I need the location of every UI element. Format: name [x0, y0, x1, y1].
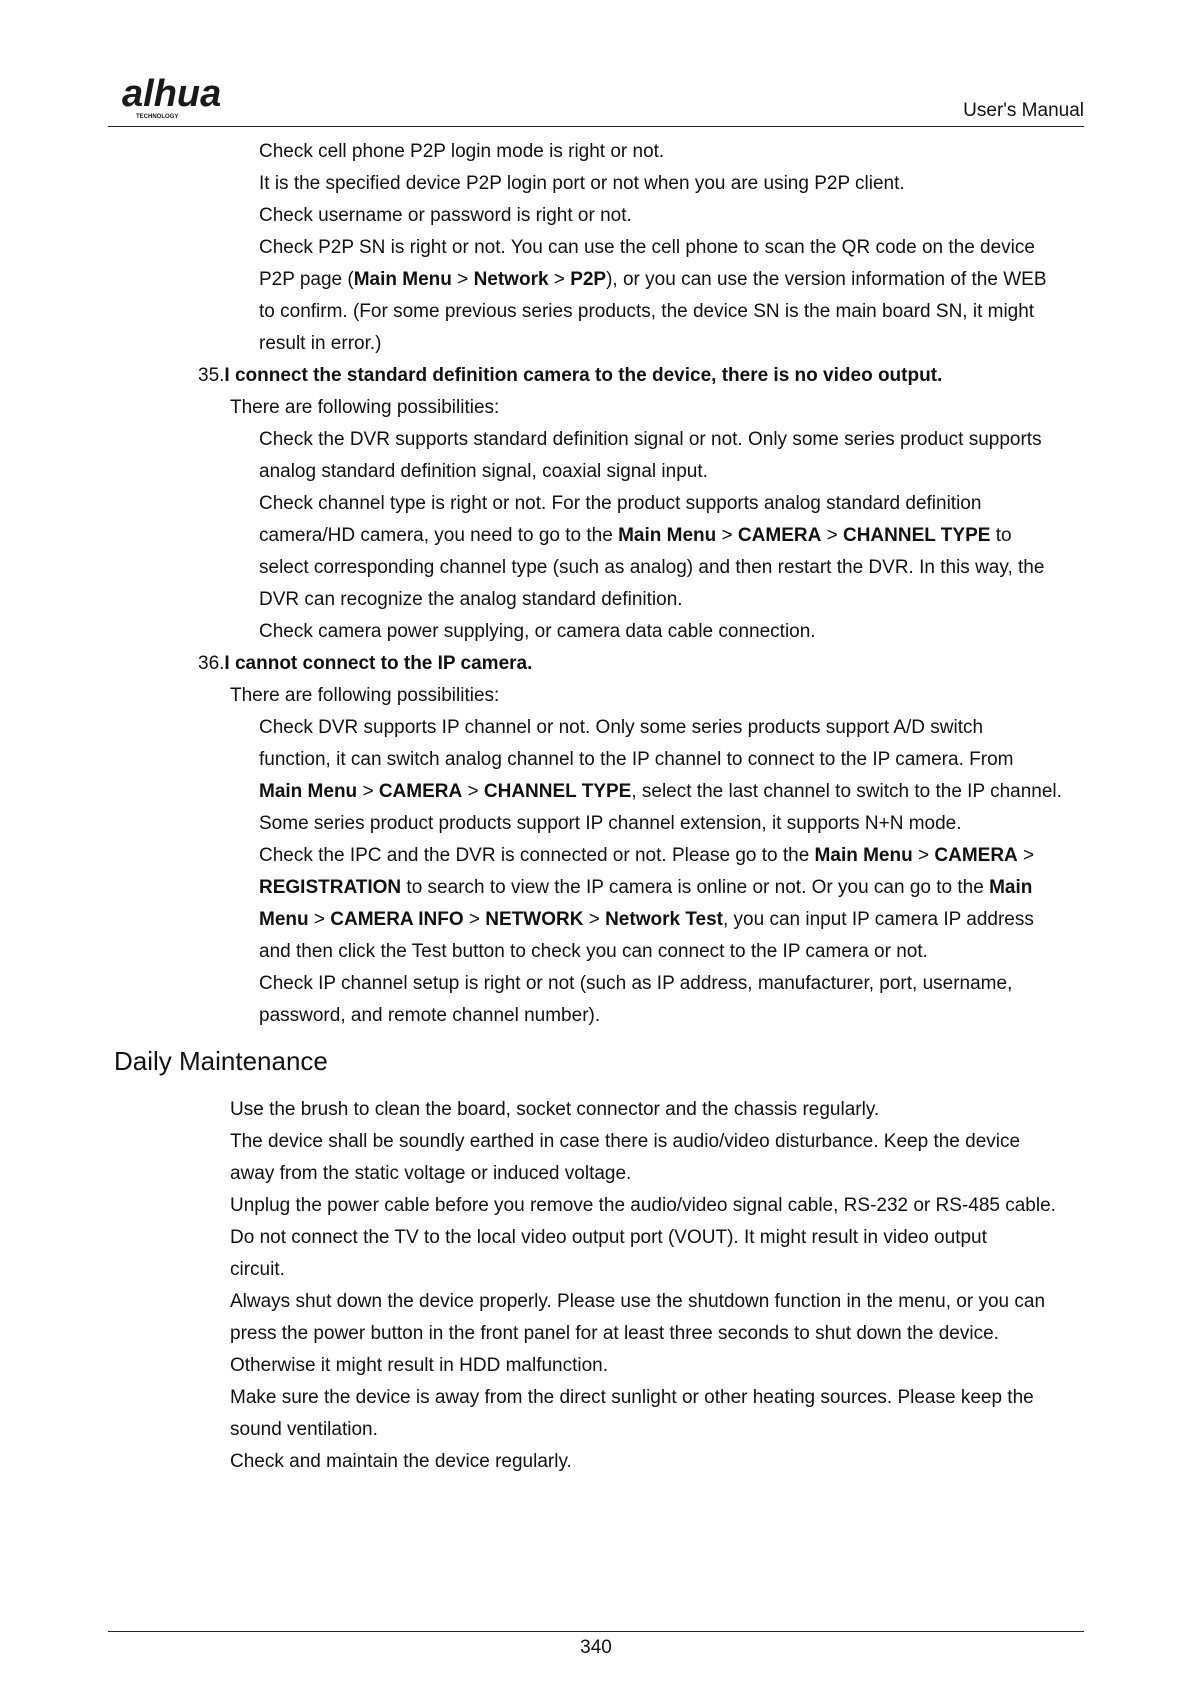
- p2p-line-7: result in error.): [259, 333, 382, 354]
- p2p-line-2: It is the specified device P2P login port or not when you are using P2P client.: [259, 173, 905, 194]
- maintenance-line-12: Check and maintain the device regularly.: [230, 1451, 572, 1472]
- q35-c-line-1: Check camera power supplying, or camera data cable connection.: [259, 621, 816, 642]
- q35-b-line-2: camera/HD camera, you need to go to the Main Menu > CAMERA > CHANNEL TYPE to: [259, 525, 1012, 546]
- q36-a-line-3: Main Menu > CAMERA > CHANNEL TYPE, select the last channel to switch to the IP channel.: [259, 781, 1062, 802]
- page-number: 340: [580, 1637, 612, 1658]
- maintenance-line-2: The device shall be soundly earthed in case there is audio/video disturbance. Keep the device: [230, 1131, 1021, 1152]
- maintenance-line-5: Do not connect the TV to the local video output port (VOUT). It might result in video output: [230, 1227, 987, 1248]
- q35-b-line-3: select corresponding channel type (such as analog) and then restart the DVR. In this way, the: [259, 557, 1045, 578]
- q36-b-line-2: REGISTRATION to search to view the IP camera is online or not. Or you can go to the Main: [259, 877, 1033, 898]
- q35-intro: There are following possibilities:: [230, 397, 500, 418]
- logo-subtext: TECHNOLOGY: [136, 114, 179, 120]
- p2p-line-3: Check username or password is right or not.: [259, 205, 632, 226]
- question-title: I cannot connect to the IP camera.: [224, 653, 533, 674]
- maintenance-line-6: circuit.: [230, 1259, 285, 1280]
- section-title-daily-maintenance: Daily Maintenance: [114, 1046, 328, 1076]
- maintenance-line-4: Unplug the power cable before you remove the audio/video signal cable, RS-232 or RS-485 cable.: [230, 1195, 1056, 1216]
- q35-a-line-2: analog standard definition signal, coaxial signal input.: [259, 461, 708, 482]
- q35-a-line-1: Check the DVR supports standard definition signal or not. Only some series product supports: [259, 429, 1042, 450]
- q36-a-line-4: Some series product products support IP channel extension, it supports N+N mode.: [259, 813, 962, 834]
- q35-b-line-4: DVR can recognize the analog standard definition.: [259, 589, 683, 610]
- p2p-line-6: to confirm. (For some previous series products, the device SN is the main board SN, it might: [259, 301, 1035, 322]
- question-number: 35.: [198, 365, 225, 386]
- maintenance-line-3: away from the static voltage or induced voltage.: [230, 1163, 632, 1184]
- question-title: I connect the standard definition camera to the device, there is no video output.: [224, 365, 943, 386]
- q36-b-line-3: Menu > CAMERA INFO > NETWORK > Network Test, you can input IP camera IP address: [259, 909, 1034, 930]
- q36-c-line-2: password, and remote channel number).: [259, 1005, 601, 1026]
- q36-b-line-4: and then click the Test button to check you can connect to the IP camera or not.: [259, 941, 928, 962]
- q36-a-line-1: Check DVR supports IP channel or not. Only some series products support A/D switch: [259, 717, 984, 738]
- menu-path-main-menu: Main Menu: [353, 269, 452, 290]
- q36-intro: There are following possibilities:: [230, 685, 500, 706]
- maintenance-line-11: sound ventilation.: [230, 1419, 378, 1440]
- footer-divider: [108, 1631, 1084, 1632]
- q36-b-line-1: Check the IPC and the DVR is connected or not. Please go to the Main Menu > CAMERA >: [259, 845, 1035, 866]
- question-35-heading: [198, 360, 942, 392]
- q35-b-line-1: Check channel type is right or not. For the product supports analog standard definition: [259, 493, 982, 514]
- p2p-line-5: P2P page (Main Menu > Network > P2P), or you can use the version information of the WEB: [259, 269, 1047, 290]
- maintenance-line-8: press the power button in the front panel for at least three seconds to shut down the device.: [230, 1323, 999, 1344]
- manual-title: User's Manual: [963, 100, 1084, 121]
- maintenance-line-7: Always shut down the device properly. Please use the shutdown function in the menu, or you can: [230, 1291, 1046, 1312]
- question-number: 36.: [198, 653, 225, 674]
- menu-path-network: Network: [473, 269, 549, 290]
- menu-path-p2p: P2P: [570, 269, 607, 290]
- q36-c-line-1: Check IP channel setup is right or not (such as IP address, manufacturer, port, username,: [259, 973, 1013, 994]
- maintenance-line-10: Make sure the device is away from the direct sunlight or other heating sources. Please keep the: [230, 1387, 1034, 1408]
- maintenance-line-9: Otherwise it might result in HDD malfunction.: [230, 1355, 609, 1376]
- question-36-heading: [198, 648, 532, 680]
- logo-text: alhua: [122, 73, 222, 115]
- maintenance-line-1: Use the brush to clean the board, socket connector and the chassis regularly.: [230, 1099, 880, 1120]
- p2p-line-4: Check P2P SN is right or not. You can use the cell phone to scan the QR code on the device: [259, 237, 1035, 258]
- page-header: [108, 66, 1084, 127]
- dahua-logo: [122, 72, 262, 122]
- q36-a-line-2: function, it can switch analog channel to the IP channel to connect to the IP camera. From: [259, 749, 1014, 770]
- p2p-line-1: Check cell phone P2P login mode is right or not.: [259, 141, 665, 162]
